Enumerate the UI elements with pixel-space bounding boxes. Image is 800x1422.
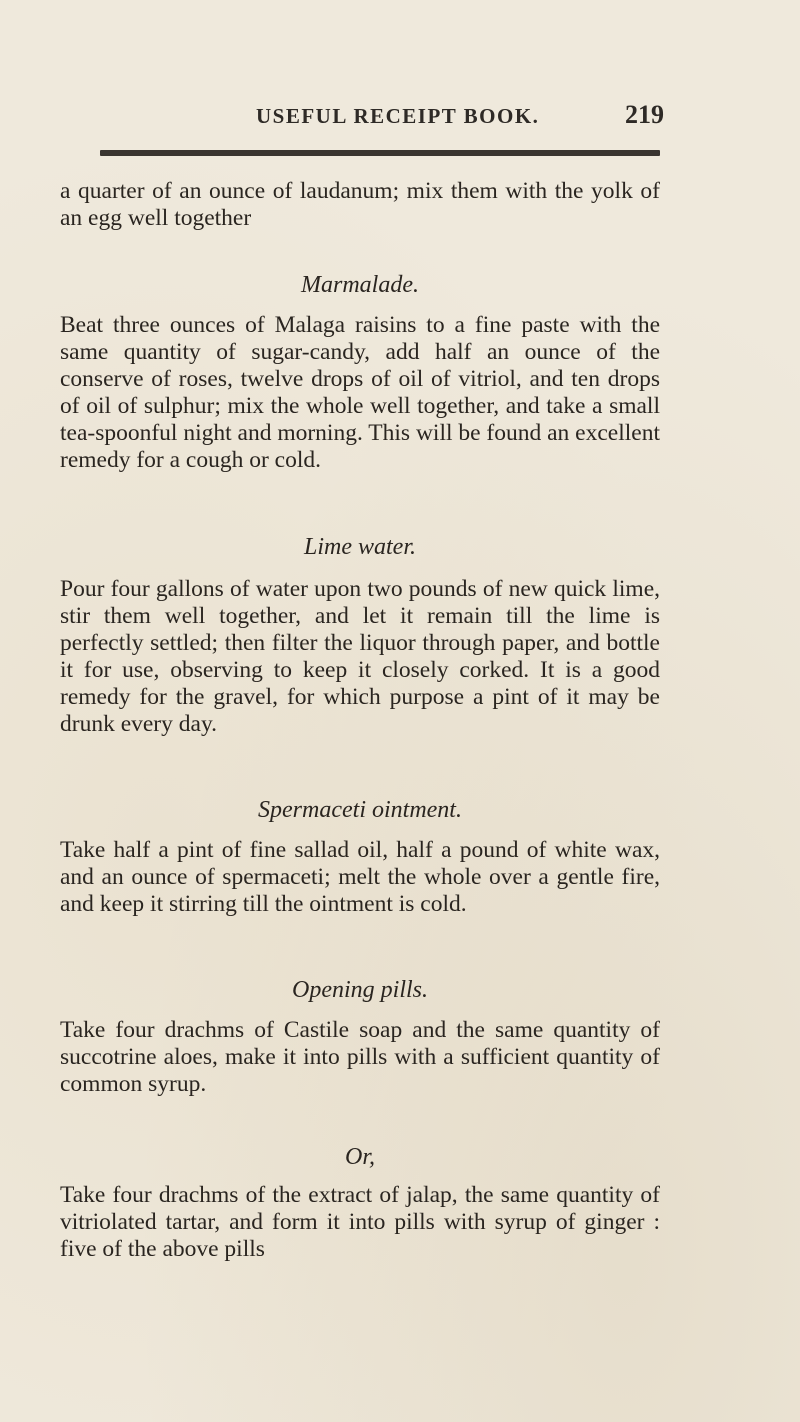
lime-water-heading: Lime water. (303, 534, 416, 560)
marmalade-heading: Marmalade. (301, 272, 419, 298)
spermaceti-paragraph: Take half a pint of fine sallad oil, half a pound of white wax, and an ounce of spermaceti; melt the whole over a gentle fire, and keep it stirring till the ointment is cold. (60, 837, 660, 917)
spermaceti-heading: Spermaceti ointment. (258, 797, 462, 823)
marmalade-paragraph: Beat three ounces of Malaga raisins to a fine paste with the same quantity of sugar-candy, add half an ounce of the conserve of roses, twelve drops of oil of vitriol, and ten drops of oil of sulphur; mix the whole well together, and take a small tea-spoonful night and morning. This will be found an excellent remedy for a cough or cold. (60, 312, 660, 473)
or-paragraph: Take four drachms of the extract of jalap, the same quantity of vitriolated tartar, and form it into pills with syrup of ginger : five of the above pills (60, 1182, 660, 1262)
continuation-paragraph: a quarter of an ounce of laudanum; mix them with the yolk of an egg well together (60, 178, 660, 231)
lime-water-paragraph: Pour four gallons of water upon two pounds of new quick lime, stir them well together, and let it remain till the lime is perfectly settled; then filter the liquor through paper, and bottle it for use, observing to keep it closely corked. It is a good remedy for the gravel, for which purpose a pint of it may be drunk every day. (60, 576, 660, 737)
opening-pills-paragraph: Take four drachms of Castile soap and the same quantity of succotrine aloes, make it into pills with a sufficient quantity of common syrup. (60, 1017, 660, 1097)
or-heading: Or, (344, 1144, 375, 1170)
header-rule (100, 150, 660, 156)
opening-pills-heading: Opening pills. (292, 977, 428, 1003)
page-number: 219 (625, 100, 664, 129)
running-head-title: USEFUL RECEIPT BOOK. (256, 104, 540, 128)
